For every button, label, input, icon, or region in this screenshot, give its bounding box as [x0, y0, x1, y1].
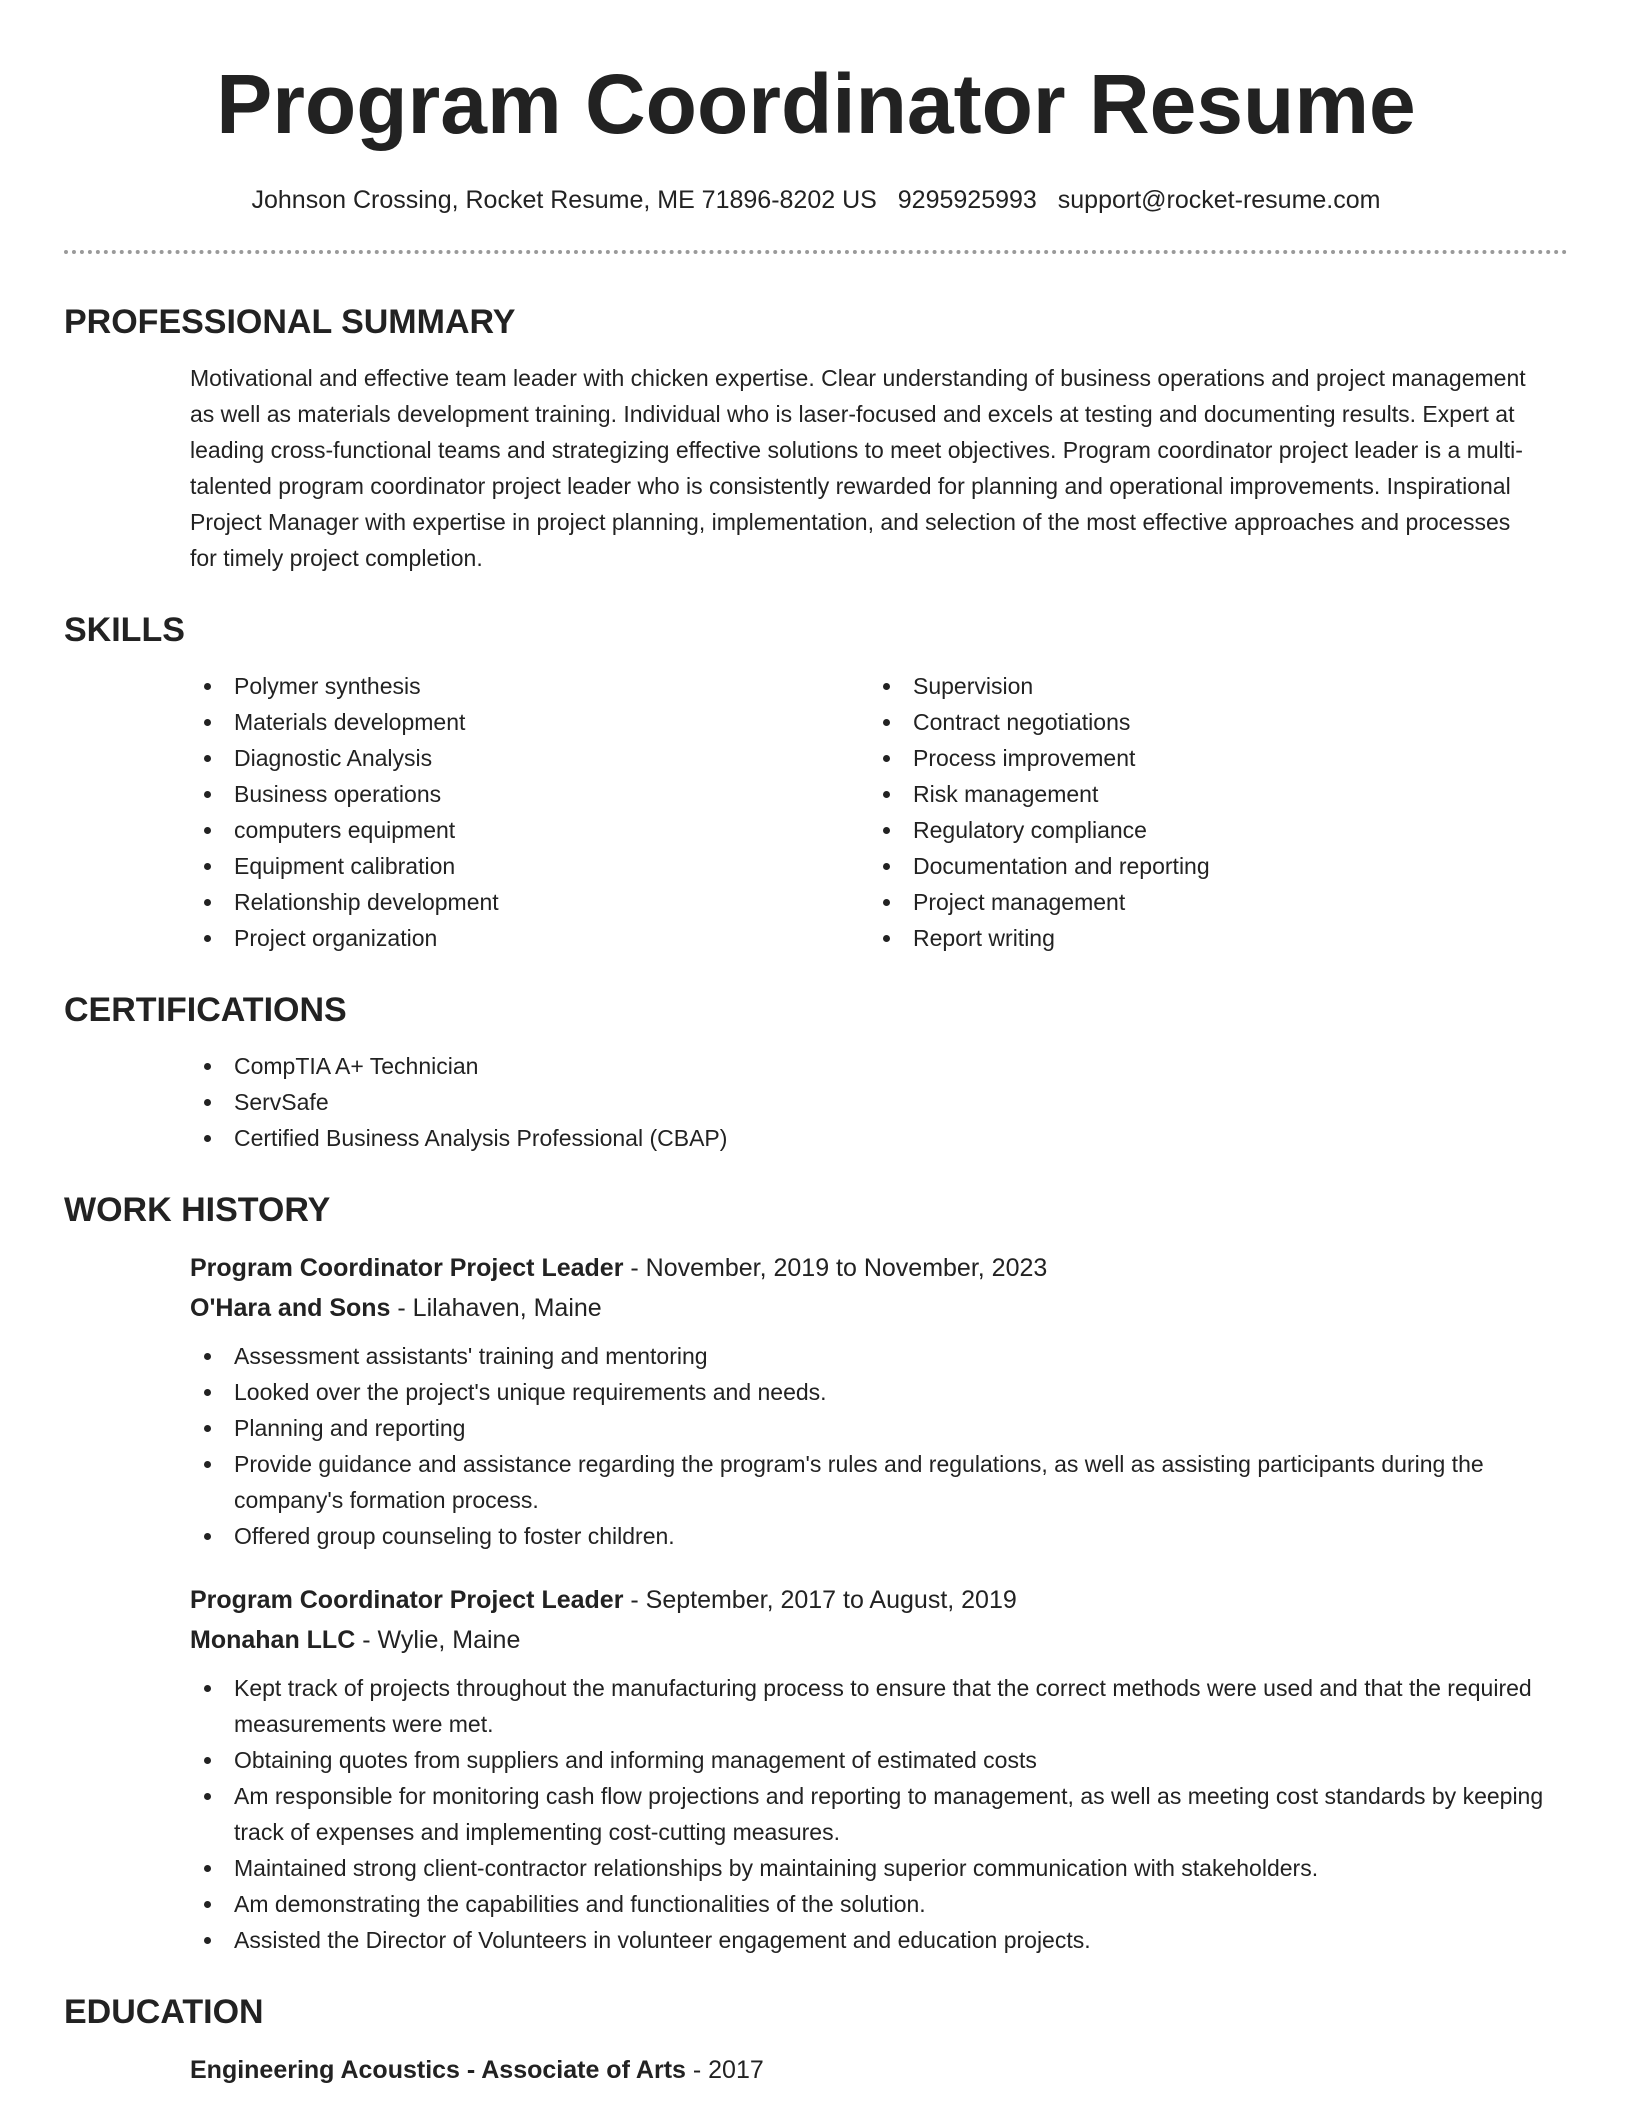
job-bullet: Provide guidance and assistance regarding the program's rules and regulations, as well as assisting participants during the company's formation process.	[190, 1446, 1574, 1518]
skill-item: Report writing	[869, 920, 1548, 956]
skills-columns	[190, 668, 1574, 956]
certification-item: Certified Business Analysis Professional (CBAP)	[190, 1120, 1574, 1156]
job-company: O'Hara and Sons	[190, 1294, 391, 1322]
education-year: - 2017	[685, 2056, 764, 2084]
job-company: Monahan LLC	[190, 1626, 356, 1654]
certification-item: ServSafe	[190, 1084, 1574, 1120]
skill-item: Documentation and reporting	[869, 848, 1548, 884]
skill-item: Equipment calibration	[190, 848, 869, 884]
skill-item: Business operations	[190, 776, 869, 812]
skill-item: Supervision	[869, 668, 1548, 704]
job-bullet: Offered group counseling to foster children.	[190, 1518, 1574, 1554]
skill-item: Relationship development	[190, 884, 869, 920]
work-history-section	[64, 1186, 1574, 1958]
skills-section	[64, 606, 1574, 956]
contact-email[interactable]: support@rocket-resume.com	[1057, 186, 1381, 214]
job-bullet: Am responsible for monitoring cash flow projections and reporting to management, as well as meeting cost standards by keeping track of expenses and implementing cost-cutting measures.	[190, 1778, 1574, 1850]
work-history-heading: WORK HISTORY	[64, 1191, 331, 1229]
job-bullet: Am demonstrating the capabilities and functionalities of the solution.	[190, 1886, 1574, 1922]
skill-item: Process improvement	[869, 740, 1548, 776]
job-title: Program Coordinator Project Leader	[190, 1254, 624, 1282]
job-dates: - November, 2019 to November, 2023	[623, 1254, 1048, 1282]
certifications-section	[64, 986, 1574, 1156]
job-bullet: Maintained strong client-contractor relationships by maintaining superior communication with stakeholders.	[190, 1850, 1574, 1886]
job-bullet: Assessment assistants' training and mentoring	[190, 1338, 1574, 1374]
job-company-line	[190, 1288, 1574, 1328]
job-location: - Wylie, Maine	[355, 1626, 521, 1654]
skill-item: Materials development	[190, 704, 869, 740]
header-divider	[64, 250, 1568, 254]
job-bullets	[190, 1670, 1574, 1958]
education-degree: Engineering Acoustics - Associate of Arts	[190, 2056, 686, 2084]
summary-text: Motivational and effective team leader with chicken expertise. Clear understanding of business operations and project management as well as materials development training. Individual who is laser-focused and excels at testing and documenting results. Expert at leading cross-functional teams and strategizing effective solutions to meet objectives. Program coordinator project leader is a multi-talented program coordinator project leader who is consistently rewarded for planning and operational improvements. Inspirational Project Manager with expertise in project planning, implementation, and selection of the most effective approaches and processes for timely project completion.	[190, 365, 1526, 571]
job-bullet: Assisted the Director of Volunteers in volunteer engagement and education projects.	[190, 1922, 1574, 1958]
job-company-line	[190, 1620, 1574, 1660]
skill-item: computers equipment	[190, 812, 869, 848]
skill-item: Contract negotiations	[869, 704, 1548, 740]
certification-item: CompTIA A+ Technician	[190, 1048, 1574, 1084]
job-bullet: Kept track of projects throughout the manufacturing process to ensure that the correct methods were used and that the required measurements were met.	[190, 1670, 1574, 1742]
skill-item: Diagnostic Analysis	[190, 740, 869, 776]
skill-item: Polymer synthesis	[190, 668, 869, 704]
summary-section	[64, 298, 1574, 576]
resume-title: Program Coordinator Resume	[216, 57, 1416, 151]
skills-heading: SKILLS	[64, 611, 185, 649]
job-bullets	[190, 1338, 1574, 1554]
job-location: - Lilahaven, Maine	[390, 1294, 602, 1322]
skill-item: Regulatory compliance	[869, 812, 1548, 848]
education-heading: EDUCATION	[64, 1993, 264, 2031]
contact-address: Johnson Crossing, Rocket Resume, ME 71896-8202 US	[251, 186, 877, 214]
job-title-line	[190, 1248, 1574, 1288]
summary-heading: PROFESSIONAL SUMMARY	[64, 303, 516, 341]
education-section	[64, 1988, 1574, 2090]
job-entry	[190, 1580, 1574, 1958]
job-bullet: Looked over the project's unique requirements and needs.	[190, 1374, 1574, 1410]
certifications-heading: CERTIFICATIONS	[64, 991, 347, 1029]
job-title-line	[190, 1580, 1574, 1620]
skill-item: Project management	[869, 884, 1548, 920]
certifications-list	[190, 1048, 1574, 1156]
skills-list-left	[190, 668, 869, 956]
resume-content	[64, 298, 1574, 2112]
contact-line	[0, 182, 1632, 218]
job-bullet: Obtaining quotes from suppliers and informing management of estimated costs	[190, 1742, 1574, 1778]
job-bullet: Planning and reporting	[190, 1410, 1574, 1446]
skills-list-right	[869, 668, 1548, 956]
skill-item: Project organization	[190, 920, 869, 956]
contact-phone[interactable]: 9295925993	[897, 186, 1037, 214]
job-title: Program Coordinator Project Leader	[190, 1586, 624, 1614]
education-line	[190, 2050, 1574, 2090]
job-dates: - September, 2017 to August, 2019	[623, 1586, 1017, 1614]
skill-item: Risk management	[869, 776, 1548, 812]
job-entry	[190, 1248, 1574, 1554]
